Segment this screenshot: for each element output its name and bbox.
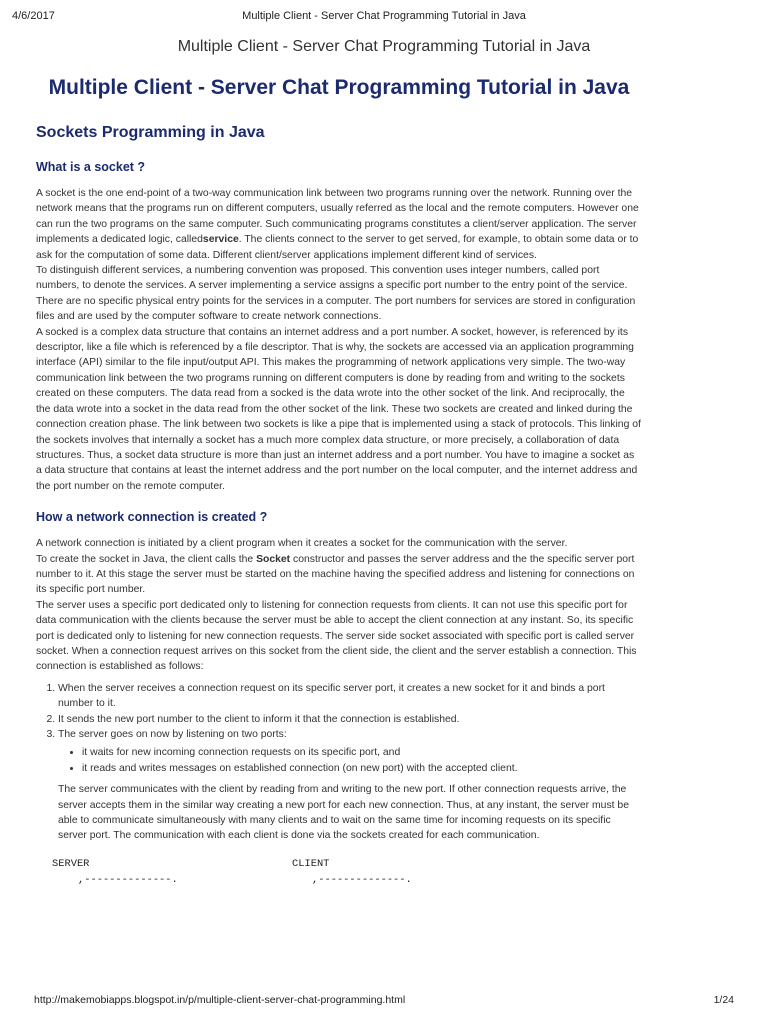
print-footer <box>0 994 768 1010</box>
page-number: 1/24 <box>713 994 734 1006</box>
text-span: . The clients connect to the server to get served, for example, to obtain some data or to ask for the computation of some data. Different client/server applications implement different kind of services. <box>36 234 639 261</box>
list-item: 1. When the server receives a connection request on its specific server port, it creates a new socket for it and binds a port number to it. <box>58 681 642 712</box>
paragraph: A socked is a complex data structure that contains an internet address and a port number. A socket, however, is referenced by its descriptor, like a file which is referenced by a file descriptor. That is why, the sockets are accessed via an application programming interface (API) similar to the file input/output API. This makes the programming of network applications very simple. The two-way communication link between the two programs running on different computers is done by reading from and writing to the sockets created on these computers. The data read from a socked is the data wrote into the other socket of the link. And reciprocally, the the data wrote into a socket in the data read from the other socket of the link. These two sockets are created and linked during the connection creation phase. The link between two sockets is like a pipe that is implemented using a stack of protocols. This linking of the sockets involves that internally a socket has a much more complex data structure, or more precisely, a collaboration of data structures. Thus, a socket data structure is more than just an internet address and a port number. You have to imagine a socket as a data structure that contains at least the internet address and the port number on the local computer, and the internet address and the port number on the remote computer. <box>36 326 641 492</box>
bold-term: service <box>202 234 239 246</box>
text-span: A socket is the one end-point of a two-way communication link between two programs running over the network. Running over the network means that the programs run on different computers, usually referred as the local and the remote computers. However one can run the two programs on the same computer. Such communicating programs constitutes a client/server application. The server implements a dedicated logic, called <box>36 188 639 246</box>
text-span: constructor and passes the server address and the the specific server port number to it. At this stage the server must be started on the machine having the specified address and listening for connections on its specific port number. <box>36 553 635 596</box>
connection-steps-list <box>36 681 642 776</box>
network-connection-heading: How a network connection is created ? <box>36 510 268 525</box>
list-item: • it reads and writes messages on established connection (on new port) with the accepted client. <box>82 761 642 776</box>
list-item: 2. It sends the new port number to the client to inform it that the connection is established. <box>58 712 642 727</box>
print-date: 4/6/2017 <box>12 10 55 22</box>
list-item: • it waits for new incoming connection requests on its specific port, and <box>82 745 642 760</box>
print-header <box>0 10 768 26</box>
article-content <box>36 72 642 890</box>
list-item <box>58 727 642 776</box>
paragraph <box>36 552 642 598</box>
section-heading: Sockets Programming in Java <box>36 124 265 141</box>
bold-term: Socket <box>256 553 291 565</box>
paragraph: The server uses a specific port dedicated only to listening for connection requests from clients. It can not use this specific port for data communication with the clients because the server must be able to accept the client connection at any instant. So, its specific port is dedicated only to listening for new connection requests. The server side socket associated with specific port is called server socket. When a connection request arrives on this socket from the client side, the client and the server establish a connection. This connection is established as follows: <box>36 599 637 673</box>
server-box-top: ,--------------. <box>78 873 178 886</box>
server-label: SERVER <box>52 857 90 870</box>
ports-list <box>58 745 642 776</box>
server-client-diagram <box>36 856 642 890</box>
print-header-title: Multiple Client - Server Chat Programming Tutorial in Java <box>242 10 526 22</box>
list-item-text: The server goes on now by listening on two ports: <box>58 729 287 740</box>
paragraph: The server communicates with the client by reading from and writing to the new port. If other connection requests arrive, the server accepts them in the similar way creating a new port for each new connection. Thus, at any instant, the server must be able to communicate simultaneously with many clients and to wait on the same time for incoming requests on its specific server port. The communication with each client is done via the sockets created for each communication. <box>58 784 629 842</box>
article-title: Multiple Client - Server Chat Programming Tutorial in Java <box>48 76 630 99</box>
running-title: Multiple Client - Server Chat Programming Tutorial in Java <box>177 38 591 55</box>
text-span: To create the socket in Java, the client calls the <box>36 553 257 565</box>
what-is-socket-heading: What is a socket ? <box>36 160 146 174</box>
paragraph <box>36 186 642 263</box>
client-box-top: ,--------------. <box>312 873 412 886</box>
paragraph: A network connection is initiated by a client program when it creates a socket for the communication with the server. <box>36 538 568 550</box>
paragraph: To distinguish different services, a numbering convention was proposed. This convention uses integer numbers, called port numbers, to denote the services. A server implementing a service assigns a specific port number to the entry point of the service. There are no specific physical entry points for the services in a computer. The port numbers for services are stored in configuration files and are used by the computer software to create network connections. <box>36 265 636 323</box>
page-url: http://makemobiapps.blogspot.in/p/multiple-client-server-chat-programming.html <box>34 994 406 1006</box>
client-label: CLIENT <box>292 857 330 870</box>
